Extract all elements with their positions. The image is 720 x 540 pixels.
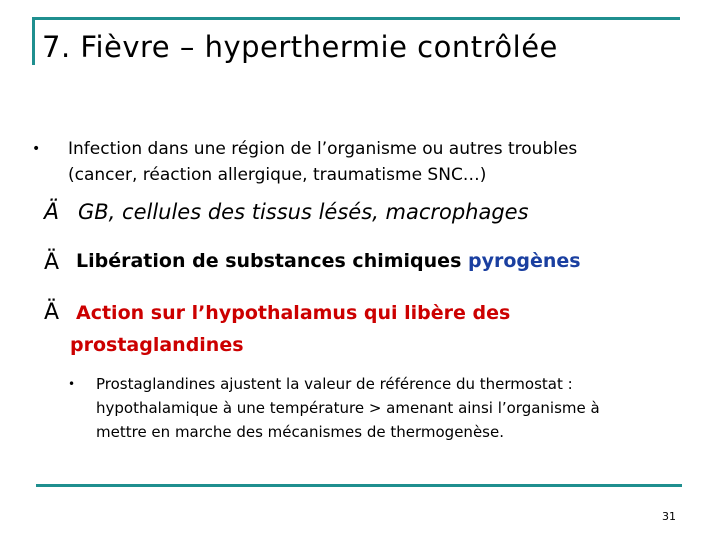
footer-divider (36, 484, 682, 487)
bullet-prostaglandines (68, 372, 600, 444)
arrow-icon: Ä (44, 250, 60, 275)
bullet-infection (32, 136, 578, 188)
title-frame-left (32, 17, 35, 65)
highlight-pyrogenes: pyrogènes (468, 250, 581, 272)
bullet-dot: • (32, 141, 41, 157)
bullet-line: (cancer, réaction allergique, traumatisme SNC…) (68, 165, 487, 185)
page-number: 31 (662, 510, 676, 523)
bullet-line: Action sur l’hypothalamus qui libère des (76, 302, 511, 324)
bullet-liberation (44, 250, 581, 275)
bullet-line: Infection dans une région de l’organisme ou autres troubles (68, 139, 578, 159)
bullet-action (44, 297, 511, 361)
bullet-line: mettre en marche des mécanismes de thermogenèse. (96, 423, 504, 441)
bullet-text: GB, cellules des tissus lésés, macrophages (78, 200, 529, 224)
bullet-line: Prostaglandines ajustent la valeur de référence du thermostat : (96, 375, 573, 393)
bullet-gb (44, 200, 529, 225)
bullet-dot: • (68, 377, 76, 391)
title-frame-top (32, 17, 680, 20)
bullet-line: prostaglandines (70, 334, 244, 356)
bullet-line: hypothalamique à une température > amenant ainsi l’organisme à (96, 399, 600, 417)
arrow-icon: Ä (44, 200, 60, 225)
arrow-icon: Ä (44, 300, 60, 325)
slide-title: 7. Fièvre – hyperthermie contrôlée (42, 30, 558, 64)
bullet-text: Libération de substances chimiques (76, 250, 468, 272)
